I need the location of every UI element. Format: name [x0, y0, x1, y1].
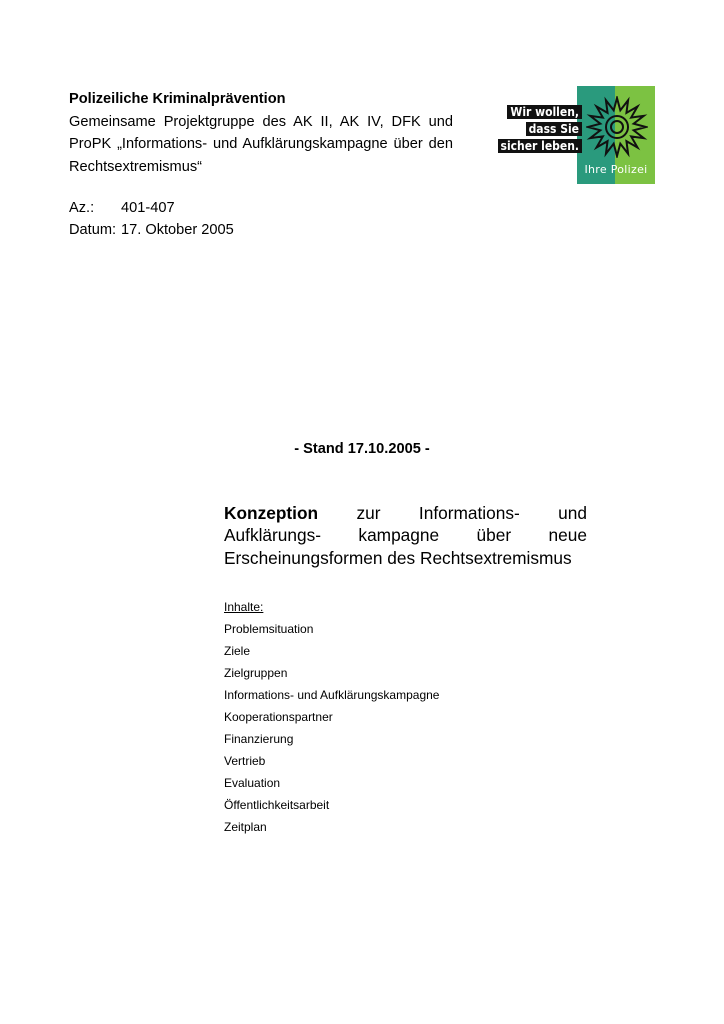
toc-item: Problemsituation: [224, 622, 314, 636]
concept-title: [224, 502, 587, 569]
date-value: 17. Oktober 2005: [121, 222, 234, 238]
document-metadata: [69, 197, 234, 241]
document-header: [69, 88, 453, 178]
toc-heading: Inhalte:: [224, 600, 264, 614]
toc-item: Öffentlichkeitsarbeit: [224, 798, 330, 812]
reference-label: Az.:: [69, 200, 95, 216]
toc-item: Finanzierung: [224, 732, 294, 746]
star-ring: [606, 116, 628, 138]
toc-item: Zielgruppen: [224, 666, 288, 680]
toc-list: [224, 618, 439, 838]
toc-item: Informations- und Aufklärungskampagne: [224, 688, 440, 702]
logo-slogan-line-2: dass Sie: [526, 122, 582, 136]
table-of-contents: [224, 596, 439, 838]
concept-title-bold: Konzeption: [224, 503, 319, 523]
police-logo: [500, 86, 655, 184]
project-description: Gemeinsame Projektgruppe des AK II, AK IV, DFK und ProPK „Informations- und Aufklärungskampagne über den Rechtsextremismus“: [69, 113, 453, 175]
reference-row: [69, 197, 234, 219]
logo-tagline: Ihre Polizei: [584, 163, 648, 176]
star-core: [611, 121, 623, 133]
organization-name: Polizeiliche Kriminalprävention: [69, 91, 286, 107]
police-star-icon: [586, 96, 648, 158]
date-row: [69, 219, 234, 241]
date-label: Datum:: [69, 222, 117, 238]
toc-item: Vertrieb: [224, 754, 266, 768]
star-outline: [588, 98, 646, 156]
toc-item: Zeitplan: [224, 820, 267, 834]
logo-slogan-line-3: sicher leben.: [498, 139, 582, 153]
toc-item: Kooperationspartner: [224, 710, 333, 724]
concept-title-rest: zur Informations- und Aufklärungs- kampagne über neue Erscheinungsformen des Rechtsextremismus: [224, 503, 587, 568]
toc-item: Ziele: [224, 644, 251, 658]
logo-slogan-line-1: Wir wollen,: [507, 105, 582, 119]
toc-item: Evaluation: [224, 776, 281, 790]
document-status: - Stand 17.10.2005 -: [294, 441, 430, 457]
reference-value: 401-407: [121, 200, 175, 216]
